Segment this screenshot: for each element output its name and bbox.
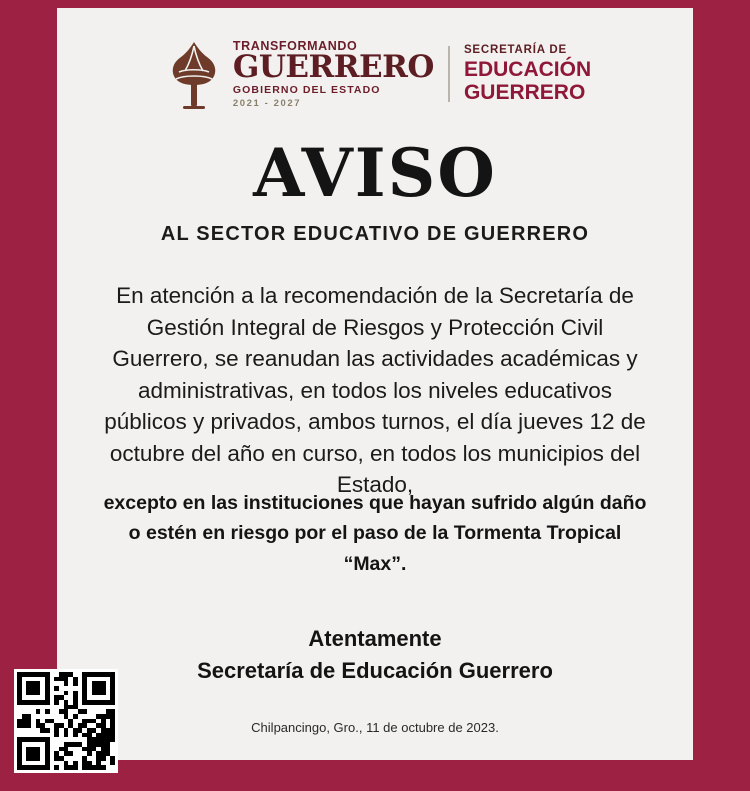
logo-guerrero: GUERRERO [232,49,434,86]
logo-years: 2021 - 2027 [232,97,302,109]
signoff [57,623,693,687]
qr-code-pattern [17,672,115,770]
signoff-atentamente: Atentamente [308,626,442,651]
logo-gobierno-del-estado: GOBIERNO DEL ESTADO [232,84,381,97]
logo-transformando: TRANSFORMANDO [232,38,358,53]
logo-secretaria-label: SECRETARÍA DE [463,44,567,57]
logo-secretaria-guerrero: GUERRERO [463,80,586,104]
header-logo-row [57,38,693,110]
signoff-institution: Secretaría de Educación Guerrero [197,657,553,683]
logo-educacion: EDUCACIÓN [463,58,592,82]
notice-card [57,8,693,760]
notice-body-emphasis: excepto en las instituciones que hayan sufrido algún daño o estén en riesgo por el paso de la Tormenta Tropical “Max”. [103,492,647,575]
notice-body: En atención a la recomendación de la Secretaría de Gestión Integral de Riesgos y Protección Civil Guerrero, se reanudan las actividades académicas y administrativas, en todos los niveles educativos públicos y privados, ambos turnos, el día jueves 12 de octubre del año en curso, en todos los municipios del Estado, [104,283,646,497]
page-subtitle: AL SECTOR EDUCATIVO DE GUERRERO [160,223,590,245]
logo-divider [448,46,450,102]
place-and-date: Chilpancingo, Gro., 11 de octubre de 2023. [251,720,499,735]
page-title: AVISO [253,134,497,212]
tree-logo-icon [159,38,229,110]
qr-code[interactable] [14,669,118,773]
secretaria-logo-text [464,44,591,103]
government-logo-text [229,40,434,109]
